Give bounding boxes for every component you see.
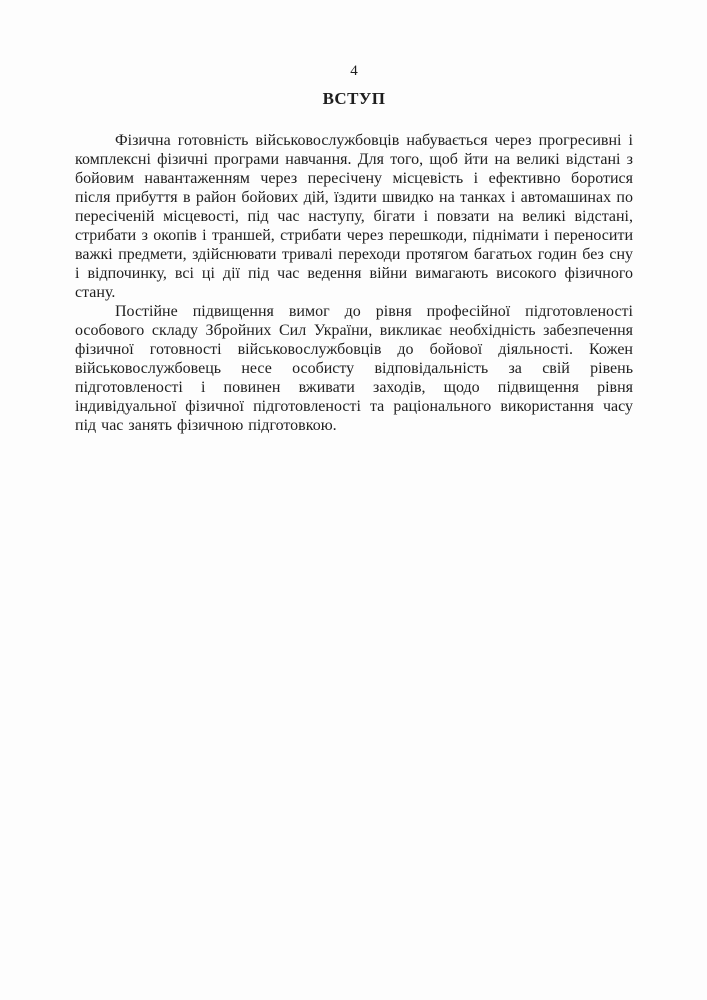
paragraph-1: Фізична готовність військовослужбовців набувається через прогресивні і комплексні фізичні програми навчання. Для того, щоб йти на великі відстані з бойовим навантаженням через пересічену місцевість і ефективно боротися після прибуття в район бойових дій, їздити швидко на танках і автомашинах по пересіченій місцевості, під час наступу, бігати і повзати на великі відстані, стрибати з окопів і траншей, стрибати через перешкоди, піднімати і переносити важкі предмети, здійснювати тривалі переходи протягом багатьох годин без сну і відпочинку, всі ці дії під час ведення війни вимагають високого фізичного стану. (75, 132, 633, 301)
page-number: 4 (350, 63, 358, 79)
body-text (75, 131, 633, 435)
section-heading: ВСТУП (322, 89, 386, 108)
page-content (0, 0, 707, 435)
paragraph-2: Постійне підвищення вимог до рівня професійної підготовленості особового складу Збройних Сил України, викликає необхідність забезпечення фізичної готовності військовослужбовців до бойової діяльності. Кожен військовослужбовець несе особисту відповідальність за свій рівень підготовленості і повинен вживати заходів, щодо підвищення рівня індивідуальної фізичної підготовленості та раціонального використання часу під час занять фізичною підготовкою. (75, 303, 633, 434)
